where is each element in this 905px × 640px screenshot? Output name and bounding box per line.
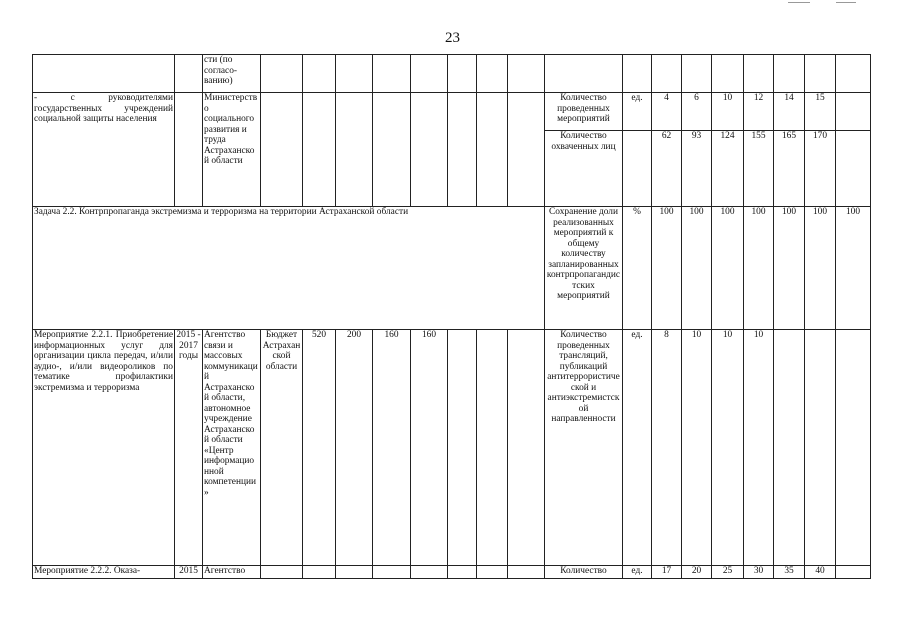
indicator-cell: Количество охваченных лиц: [545, 131, 623, 207]
value-cell: 15: [805, 93, 836, 131]
unit-cell: ед.: [623, 330, 652, 566]
activity-cell: [33, 55, 175, 93]
value-cell: 93: [682, 131, 712, 207]
period-cell: [175, 93, 203, 207]
value-cell: 62: [652, 131, 682, 207]
unit-cell: [623, 131, 652, 207]
funding-cell: 160: [411, 330, 448, 566]
table-row: [33, 93, 871, 131]
value-cell: 100: [805, 207, 836, 330]
executor-cell: сти (по согласо-ванию): [203, 55, 261, 93]
value-cell: 100: [836, 207, 871, 330]
funding-cell: 520: [303, 330, 336, 566]
task-cell: Задача 2.2. Контрпропаганда экстремизма и терроризма на территории Астраханской области: [33, 207, 545, 330]
executor-cell: Агентство: [203, 566, 261, 579]
funding-cell: 160: [373, 330, 411, 566]
scan-mark: [788, 2, 810, 3]
table-row: [33, 207, 871, 330]
funding-cell: 200: [336, 330, 373, 566]
value-cell: 30: [744, 566, 774, 579]
value-cell: 35: [774, 566, 805, 579]
source-cell: [261, 93, 303, 207]
unit-cell: %: [623, 207, 652, 330]
value-cell: 10: [744, 330, 774, 566]
table-row: [33, 566, 871, 579]
value-cell: 100: [652, 207, 682, 330]
value-cell: 25: [712, 566, 744, 579]
executor-cell: Агентство связи и массовых коммуникаций Астраханской области, автономное учреждение Астраханской области «Центр информационной компетенции»: [203, 330, 261, 566]
activity-cell: - с руководителями государственных учреждений социальной защиты населения: [33, 93, 175, 207]
period-cell: 2015: [175, 566, 203, 579]
value-cell: 12: [744, 93, 774, 131]
value-cell: 100: [744, 207, 774, 330]
activity-cell: Мероприятие 2.2.1. Приобретение информационных услуг для организации цикла передач, и/или аудио-, и/или видеороликов по тематике профилактики экстремизма и терроризма: [33, 330, 175, 566]
value-cell: 40: [805, 566, 836, 579]
value-cell: 100: [712, 207, 744, 330]
executor-cell: Министерство социального развития и труда Астраханской области: [203, 93, 261, 207]
source-cell: Бюджет Астраханской области: [261, 330, 303, 566]
value-cell: 100: [774, 207, 805, 330]
indicator-cell: Сохранение доли реализованных мероприятий к общему количеству запланированных контрпропагандистских мероприятий: [545, 207, 623, 330]
value-cell: 8: [652, 330, 682, 566]
period-cell: 2015 - 2017 годы: [175, 330, 203, 566]
program-table: [32, 54, 871, 579]
period-cell: [175, 55, 203, 93]
indicator-cell: Количество проведенных трансляций, публикаций антитеррористической и антиэкстремистской направленности: [545, 330, 623, 566]
activity-cell: Мероприятие 2.2.2. Оказа-: [33, 566, 175, 579]
value-cell: 155: [744, 131, 774, 207]
value-cell: 124: [712, 131, 744, 207]
value-cell: 14: [774, 93, 805, 131]
value-cell: 170: [805, 131, 836, 207]
scan-mark: [836, 2, 856, 3]
value-cell: 10: [712, 93, 744, 131]
indicator-cell: Количество проведенных мероприятий: [545, 93, 623, 131]
page-number: 23: [445, 30, 460, 46]
value-cell: 17: [652, 566, 682, 579]
value-cell: 100: [682, 207, 712, 330]
value-cell: 10: [682, 330, 712, 566]
value-cell: 20: [682, 566, 712, 579]
unit-cell: ед.: [623, 93, 652, 131]
value-cell: 6: [682, 93, 712, 131]
value-cell: 165: [774, 131, 805, 207]
table-row: [33, 55, 871, 93]
value-cell: 4: [652, 93, 682, 131]
table-row: [33, 330, 871, 566]
unit-cell: ед.: [623, 566, 652, 579]
value-cell: 10: [712, 330, 744, 566]
indicator-cell: Количество: [545, 566, 623, 579]
